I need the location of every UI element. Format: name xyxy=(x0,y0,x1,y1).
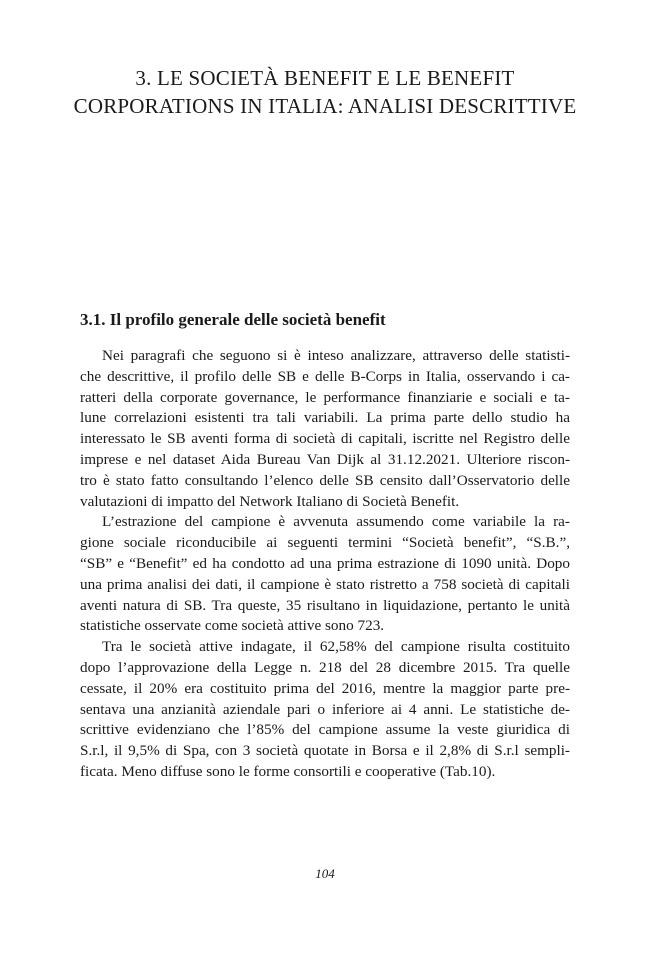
text-line: gione sociale riconducibile ai seguenti termini “Società benefit”, “S.B.”, xyxy=(80,534,570,552)
text-line: L’estrazione del campione è avvenuta assumendo come variabile la ra- xyxy=(102,513,570,531)
chapter-title-line-1: 3. LE SOCIETÀ BENEFIT E LE BENEFIT xyxy=(135,66,515,90)
text-line: scrittive evidenziano che l’85% del campione assume la veste giuridica di xyxy=(80,721,570,739)
text-line: Tra le società attive indagate, il 62,58% del campione risulta costituito xyxy=(102,638,570,656)
text-line: Nei paragrafi che seguono si è inteso analizzare, attraverso delle statisti- xyxy=(102,347,570,364)
text-line: statistiche osservate come società attive sono 723. xyxy=(80,617,385,635)
text-line: valutazioni di impatto del Network Italiano di Società Benefit. xyxy=(80,492,460,510)
page-number: 104 xyxy=(315,866,335,881)
paragraph-3 xyxy=(80,637,570,783)
text-line: aventi natura di SB. Tra queste, 35 risultano in liquidazione, pertanto le unità xyxy=(80,596,570,614)
body-text xyxy=(80,346,570,783)
text-line: lune correlazioni esistenti tra tali variabili. La prima parte dello studio ha xyxy=(80,409,570,427)
paragraph-1 xyxy=(80,346,570,512)
text-line: una prima analisi dei dati, il campione è stato ristretto a 758 società di capitali xyxy=(80,575,570,593)
text-line: ratteri della corporate governance, le performance finanziarie e sociali e ta- xyxy=(80,388,570,406)
section-heading: 3.1. Il profilo generale delle società benefit xyxy=(80,310,386,329)
text-line: S.r.l, il 9,5% di Spa, con 3 società quotate in Borsa e il 2,8% di S.r.l sempli- xyxy=(80,742,570,760)
text-line: che descrittive, il profilo delle SB e delle B-Corps in Italia, osservando i ca- xyxy=(80,367,570,385)
text-line: ficata. Meno diffuse sono le forme consortili e cooperative (Tab.10). xyxy=(80,762,496,780)
chapter-title-line-2: CORPORATIONS IN ITALIA: ANALISI DESCRITTIVE xyxy=(73,94,577,118)
text-line: cessate, il 20% era costituito prima del 2016, mentre la maggior parte pre- xyxy=(80,679,570,697)
text-line: tro è stato fatto consultando l’elenco delle SB censito dall’Osservatorio delle xyxy=(80,471,570,489)
text-line: interessato le SB aventi forma di società di capitali, iscritte nel Registro delle xyxy=(80,430,570,448)
text-line: sentava una anzianità aziendale pari o inferiore ai 4 anni. Le statistiche de- xyxy=(80,700,570,718)
text-line: imprese e nel dataset Aida Bureau Van Dijk al 31.12.2021. Ulteriore riscon- xyxy=(80,450,570,468)
chapter-title xyxy=(60,64,590,120)
text-line: dopo l’approvazione della Legge n. 218 del 28 dicembre 2015. Tra quelle xyxy=(80,658,570,676)
paragraph-2 xyxy=(80,512,570,637)
text-line: “SB” e “Benefit” ed ha condotto ad una prima estrazione di 1090 unità. Dopo xyxy=(80,554,570,572)
